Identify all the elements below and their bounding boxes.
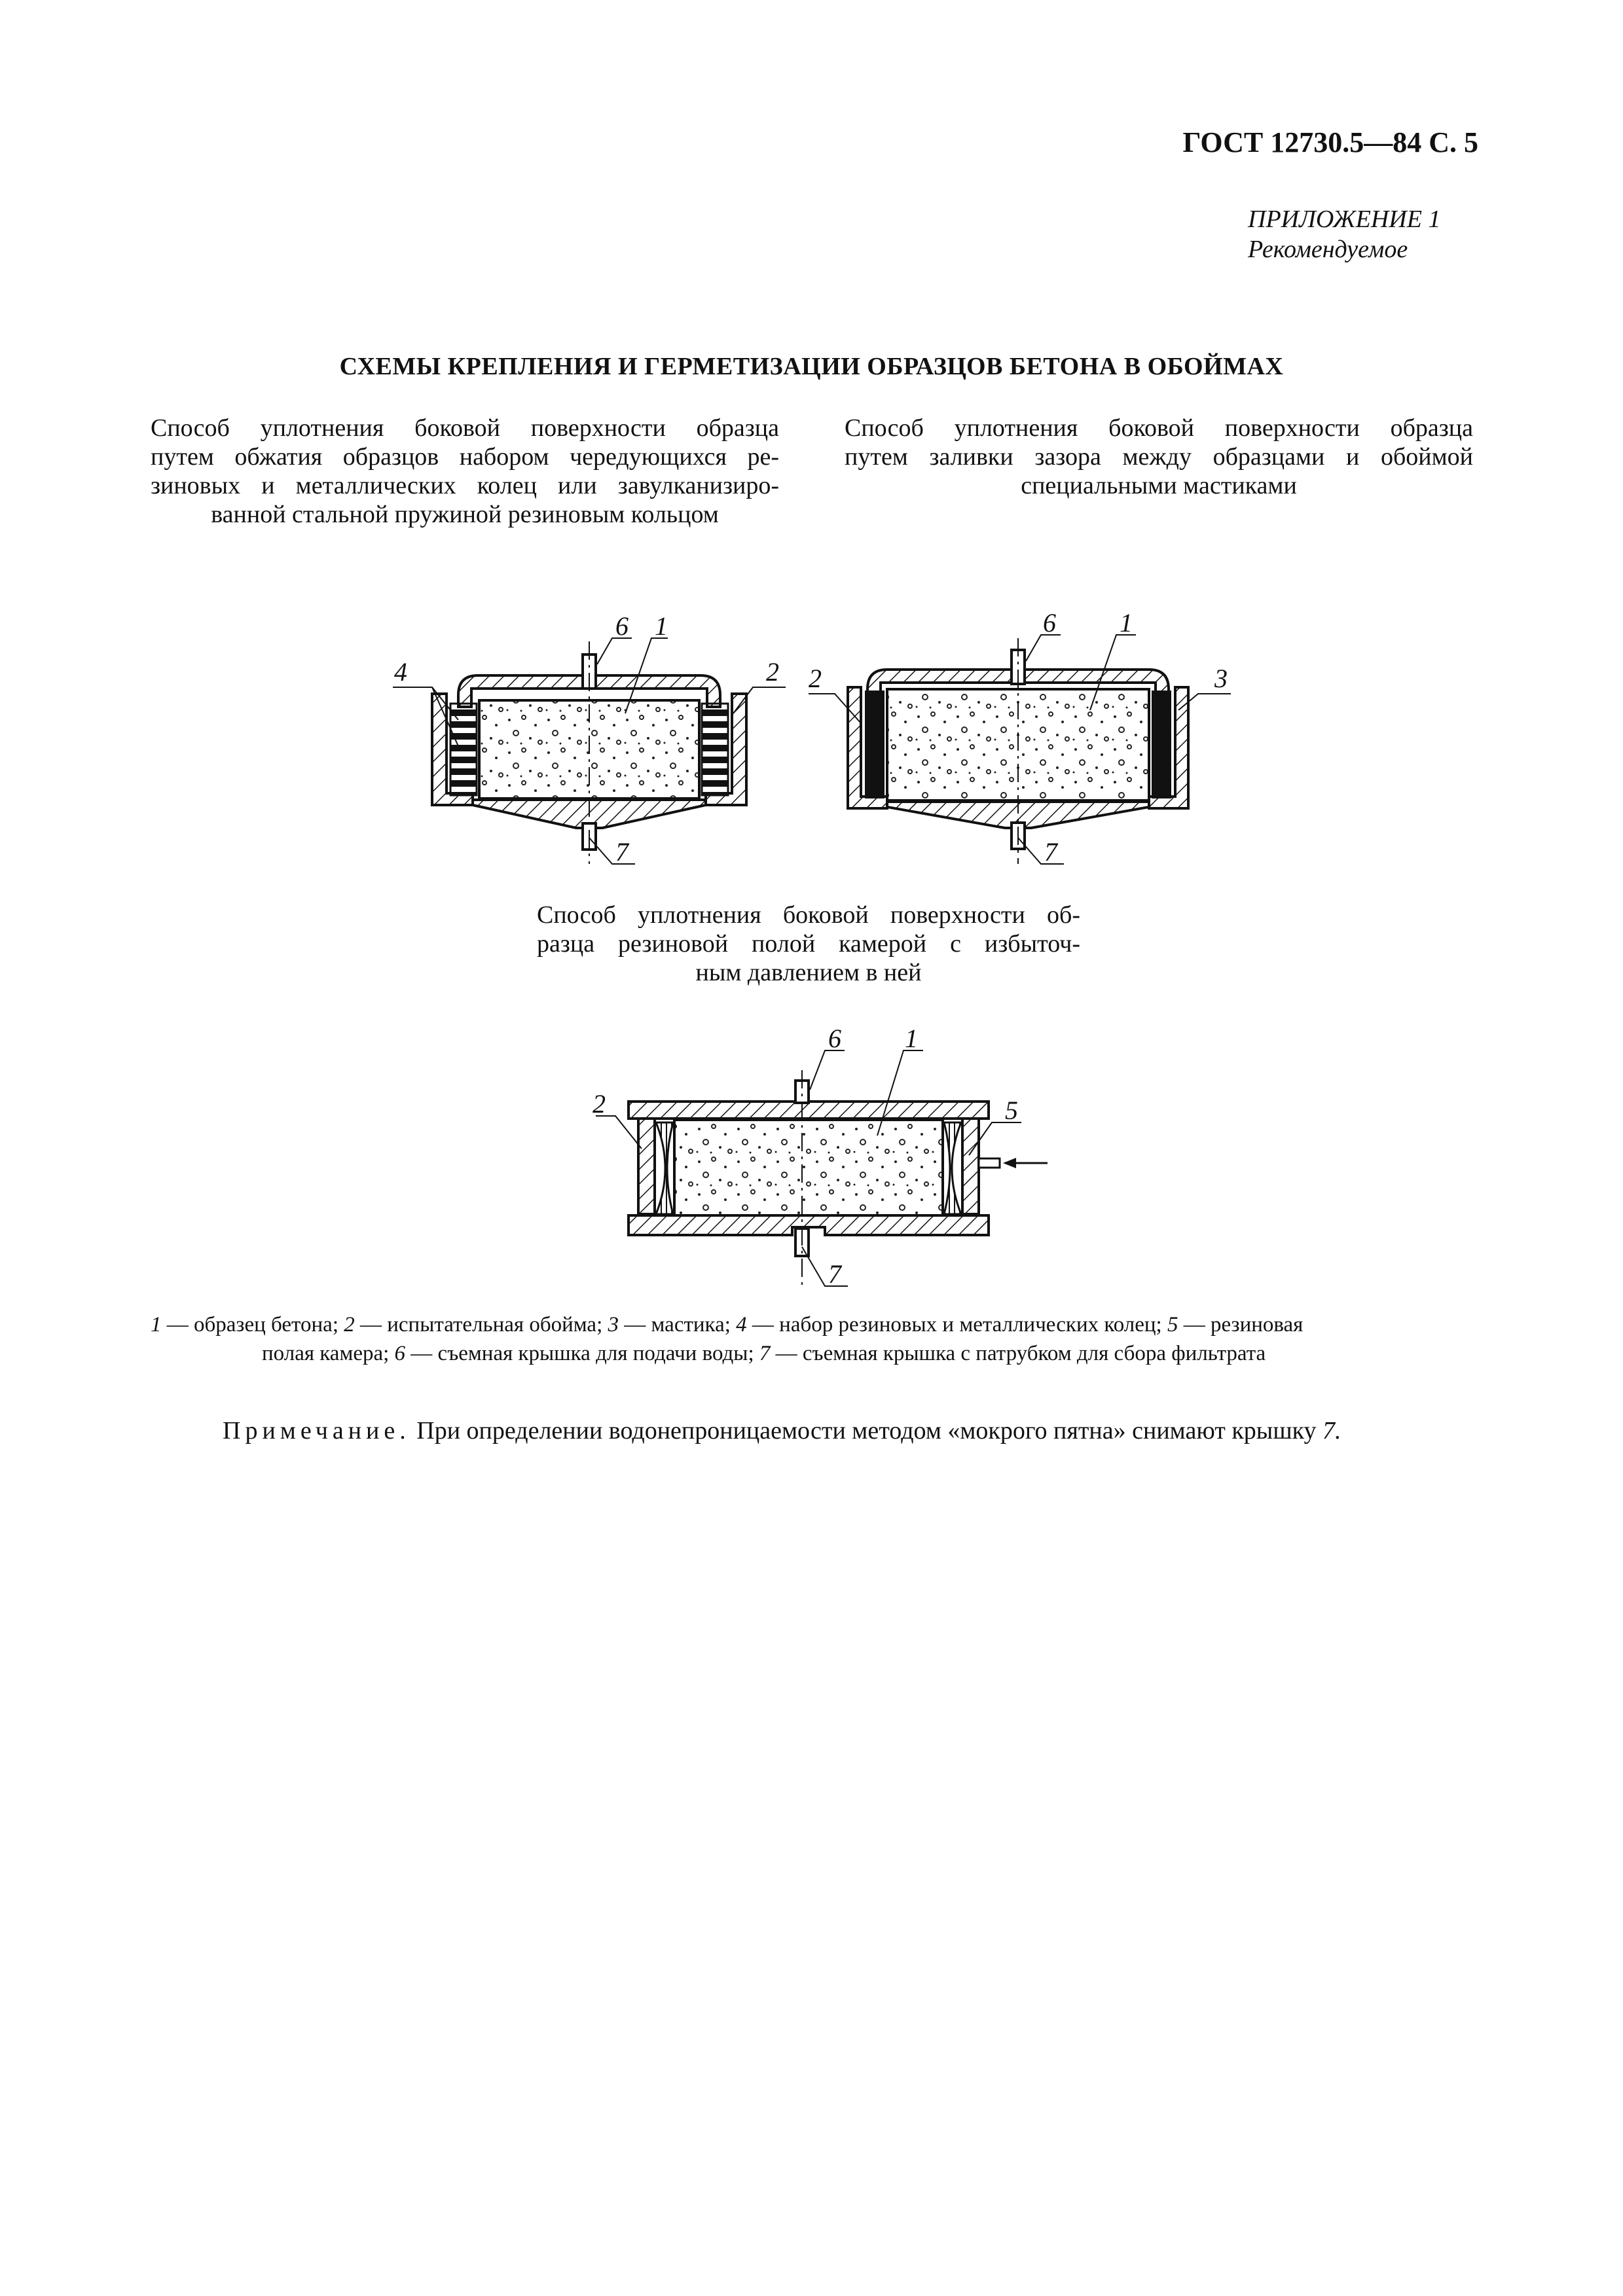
legend-num: 5	[1167, 1313, 1178, 1336]
caption-middle-line: ным давлением в ней	[695, 959, 922, 986]
note-num: 7.	[1322, 1417, 1341, 1444]
caption-right-line: специальными мастиками	[1021, 472, 1297, 499]
fig1-label-1: 1	[655, 615, 668, 641]
note-label: Примечание.	[223, 1417, 410, 1444]
fig1-label-7: 7	[615, 837, 629, 867]
fig2-label-2: 2	[809, 664, 822, 693]
caption-right-line: Способ уплотнения боковой поверхности образца	[845, 414, 1473, 442]
legend-text: — образец бетона;	[161, 1313, 344, 1336]
fig2-label-6: 6	[1043, 612, 1056, 637]
caption-middle-line: Способ уплотнения боковой поверхности об-	[537, 901, 1080, 929]
page-header: ГОСТ 12730.5—84 С. 5	[1182, 126, 1478, 158]
legend-num: 2	[344, 1313, 355, 1336]
caption-middle-line: разца резиновой полой камерой с избыточ-	[537, 930, 1080, 958]
caption-left	[151, 414, 779, 529]
caption-left-line: ванной стальной пружиной резиновым кольцом	[211, 501, 719, 528]
legend-num: 4	[736, 1313, 747, 1336]
legend-text: — мастика;	[619, 1313, 737, 1336]
legend-text: — испытательная обойма;	[354, 1313, 608, 1336]
legend-line	[151, 1310, 1486, 1339]
legend-text: — съемная крышка для подачи воды;	[405, 1342, 759, 1365]
fig3-label-2: 2	[593, 1089, 606, 1119]
caption-left-line: Способ уплотнения боковой поверхности образца	[151, 414, 779, 442]
legend-num: 6	[394, 1342, 406, 1365]
fig1-label-4: 4	[394, 657, 407, 687]
page-title: СХЕМЫ КРЕПЛЕНИЯ И ГЕРМЕТИЗАЦИИ ОБРАЗЦОВ БЕТОНА В ОБОЙМАХ	[339, 353, 1284, 380]
fig2-label-1: 1	[1120, 612, 1133, 637]
legend-num: 7	[759, 1342, 771, 1365]
note-text: При определении водонепроницаемости методом «мокрого пятна» снимают крышку	[410, 1417, 1322, 1444]
figure-mastic-seal	[795, 612, 1241, 874]
caption-right	[845, 414, 1473, 500]
legend-text: — набор резиновых и металлических колец;	[746, 1313, 1167, 1336]
fig1-label-2: 2	[766, 657, 779, 687]
legend-text: — резиновая	[1178, 1313, 1304, 1336]
figure-rubber-chamber-seal	[576, 1024, 1048, 1306]
fig3-label-1: 1	[905, 1024, 918, 1053]
appendix-block	[1248, 204, 1440, 264]
caption-right-line: путем заливки зазора между образцами и обоймой	[845, 443, 1473, 471]
caption-left-line: зиновых и металлических колец или завулканизиро-	[151, 472, 779, 499]
legend-text: полая камера;	[262, 1342, 395, 1365]
fig2-label-7: 7	[1044, 837, 1057, 867]
legend-num: 1	[151, 1313, 162, 1336]
legend-num: 3	[608, 1313, 619, 1336]
appendix-status: Рекомендуемое	[1248, 236, 1408, 263]
fig2-label-3: 3	[1214, 664, 1228, 693]
fig1-label-6: 6	[615, 615, 629, 641]
fig3-label-7: 7	[828, 1259, 841, 1289]
caption-middle	[537, 901, 1080, 987]
caption-left-line: путем обжатия образцов набором чередующихся ре-	[151, 443, 779, 471]
fig3-label-6: 6	[828, 1024, 841, 1053]
figure-legend	[151, 1310, 1486, 1368]
appendix-title: ПРИЛОЖЕНИЕ 1	[1248, 206, 1441, 233]
note	[223, 1416, 1341, 1445]
fig3-label-5: 5	[1005, 1096, 1018, 1125]
figure-ring-seal	[386, 615, 792, 877]
legend-text: — съемная крышка с патрубком для сбора фильтрата	[770, 1342, 1266, 1365]
legend-line	[151, 1339, 1486, 1368]
